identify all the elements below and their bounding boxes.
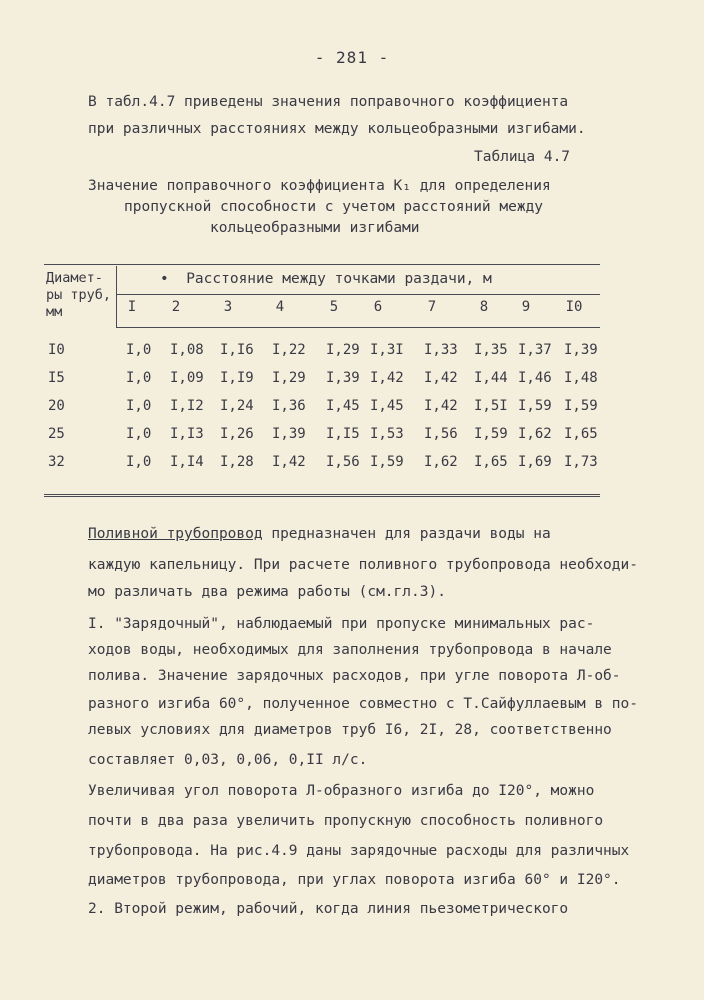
page-number: - 281 - (314, 48, 390, 67)
intro-line-1: В табл.4.7 приведены значения поправочного коэффициента (88, 94, 569, 110)
table-top-rule (44, 264, 600, 265)
table-cell: I,0 (126, 370, 152, 386)
table-cell: I,69 (518, 454, 552, 470)
body-line: ходов воды, необходимых для заполнения трубопровода в начале (88, 642, 612, 658)
table-cell: I,42 (272, 454, 306, 470)
table-cell: I,53 (370, 426, 404, 442)
table-cell: I,I4 (170, 454, 204, 470)
table-cell: I,62 (424, 454, 458, 470)
body-line: I. "Зарядочный", наблюдаемый при пропуске минимальных рас- (88, 616, 595, 632)
table-cell: I,45 (326, 398, 360, 414)
table-cell: I,73 (564, 454, 598, 470)
table-cell: I,62 (518, 426, 552, 442)
row-label: 32 (48, 454, 65, 470)
row-label: 25 (48, 426, 65, 442)
term-underlined: Поливной трубопровод (88, 526, 263, 542)
table-cell: I,26 (220, 426, 254, 442)
column-header: 4 (275, 299, 285, 315)
body-line: составляет 0,03, 0,06, 0,II л/с. (88, 752, 368, 768)
table-cell: I,3I (370, 342, 404, 358)
table-cell: I,I6 (220, 342, 254, 358)
column-header: 8 (479, 299, 489, 315)
body-line: диаметров трубопровода, при углах поворота изгиба 60° и I20°. (88, 872, 621, 888)
column-header: 7 (427, 299, 437, 315)
table-cell: I,I9 (220, 370, 254, 386)
table-cell: I,46 (518, 370, 552, 386)
column-header: 3 (223, 299, 233, 315)
table-cell: I,59 (518, 398, 552, 414)
table-cell: I,65 (474, 454, 508, 470)
caption-line-3: кольцеобразными изгибами (210, 220, 420, 236)
table-cell: I,33 (424, 342, 458, 358)
table-cell: I,24 (220, 398, 254, 414)
body-line: разного изгиба 60°, полученное совместно с Т.Сайфуллаевым в по- (88, 696, 638, 712)
table-cell: I,39 (326, 370, 360, 386)
table-cell: I,42 (370, 370, 404, 386)
table-cell: I,09 (170, 370, 204, 386)
table-cell: I,45 (370, 398, 404, 414)
row-label: I5 (48, 370, 65, 386)
body-line: полива. Значение зарядочных расходов, при угле поворота Л-об- (88, 668, 621, 684)
table-bottom-rule (44, 494, 600, 497)
table-cell: I,42 (424, 370, 458, 386)
table-cell: I,29 (326, 342, 360, 358)
table-cell: I,65 (564, 426, 598, 442)
caption-line-2: пропускной способности с учетом расстояний между (124, 199, 544, 215)
table-cell: I,29 (272, 370, 306, 386)
table-cell: I,56 (326, 454, 360, 470)
body-line: левых условиях для диаметров труб I6, 2I, 28, соответственно (88, 722, 612, 738)
column-header: 9 (521, 299, 531, 315)
table-cell: I,39 (272, 426, 306, 442)
table-cell: I,0 (126, 342, 152, 358)
intro-line-2: при различных расстояниях между кольцеобразными изгибами. (88, 121, 586, 137)
table-cell: I,48 (564, 370, 598, 386)
table-header-bottom-rule (116, 327, 600, 328)
column-header: 6 (373, 299, 383, 315)
body-line: 2. Второй режим, рабочий, когда линия пьезометрического (88, 901, 569, 917)
table-cell: I,56 (424, 426, 458, 442)
caption-line-1: Значение поправочного коэффициента K₁ для определения (88, 178, 551, 194)
body-line: мо различать два режима работы (см.гл.3). (88, 584, 446, 600)
table-cell: I,42 (424, 398, 458, 414)
body-paragraph-1: Поливной трубопровод предназначен для раздачи воды на (88, 526, 551, 542)
table-cell: I,08 (170, 342, 204, 358)
table-subheader-rule (116, 294, 600, 295)
body-line: трубопровода. На рис.4.9 даны зарядочные расходы для различных (88, 843, 630, 859)
table-cell: I,I5 (326, 426, 360, 442)
table-cell: I,0 (126, 454, 152, 470)
row-header: Диамет- ры труб, мм (46, 270, 112, 320)
column-header: 5 (329, 299, 339, 315)
table-cell: I,0 (126, 426, 152, 442)
table-cell: I,5I (474, 398, 508, 414)
table-cell: I,37 (518, 342, 552, 358)
table-cell: I,59 (370, 454, 404, 470)
table-cell: I,36 (272, 398, 306, 414)
column-header: 2 (171, 299, 181, 315)
table-vertical-rule (116, 266, 117, 328)
table-label: Таблица 4.7 (474, 149, 571, 165)
table-cell: I,I2 (170, 398, 204, 414)
table-cell: I,59 (564, 398, 598, 414)
column-header: I0 (565, 299, 583, 315)
table-cell: I,59 (474, 426, 508, 442)
body-line: каждую капельницу. При расчете поливного трубопровода необходи- (88, 557, 638, 573)
table-cell: I,0 (126, 398, 152, 414)
table-cell: I,22 (272, 342, 306, 358)
group-header: • Расстояние между точками раздачи, м (160, 271, 492, 287)
body-line: Увеличивая угол поворота Л-образного изгиба до I20°, можно (88, 783, 595, 799)
table-cell: I,39 (564, 342, 598, 358)
row-label: I0 (48, 342, 65, 358)
table-cell: I,35 (474, 342, 508, 358)
table-cell: I,28 (220, 454, 254, 470)
row-label: 20 (48, 398, 65, 414)
column-header: I (127, 299, 137, 315)
table-cell: I,44 (474, 370, 508, 386)
body-line: почти в два раза увеличить пропускную способность поливного (88, 813, 604, 829)
table-cell: I,I3 (170, 426, 204, 442)
